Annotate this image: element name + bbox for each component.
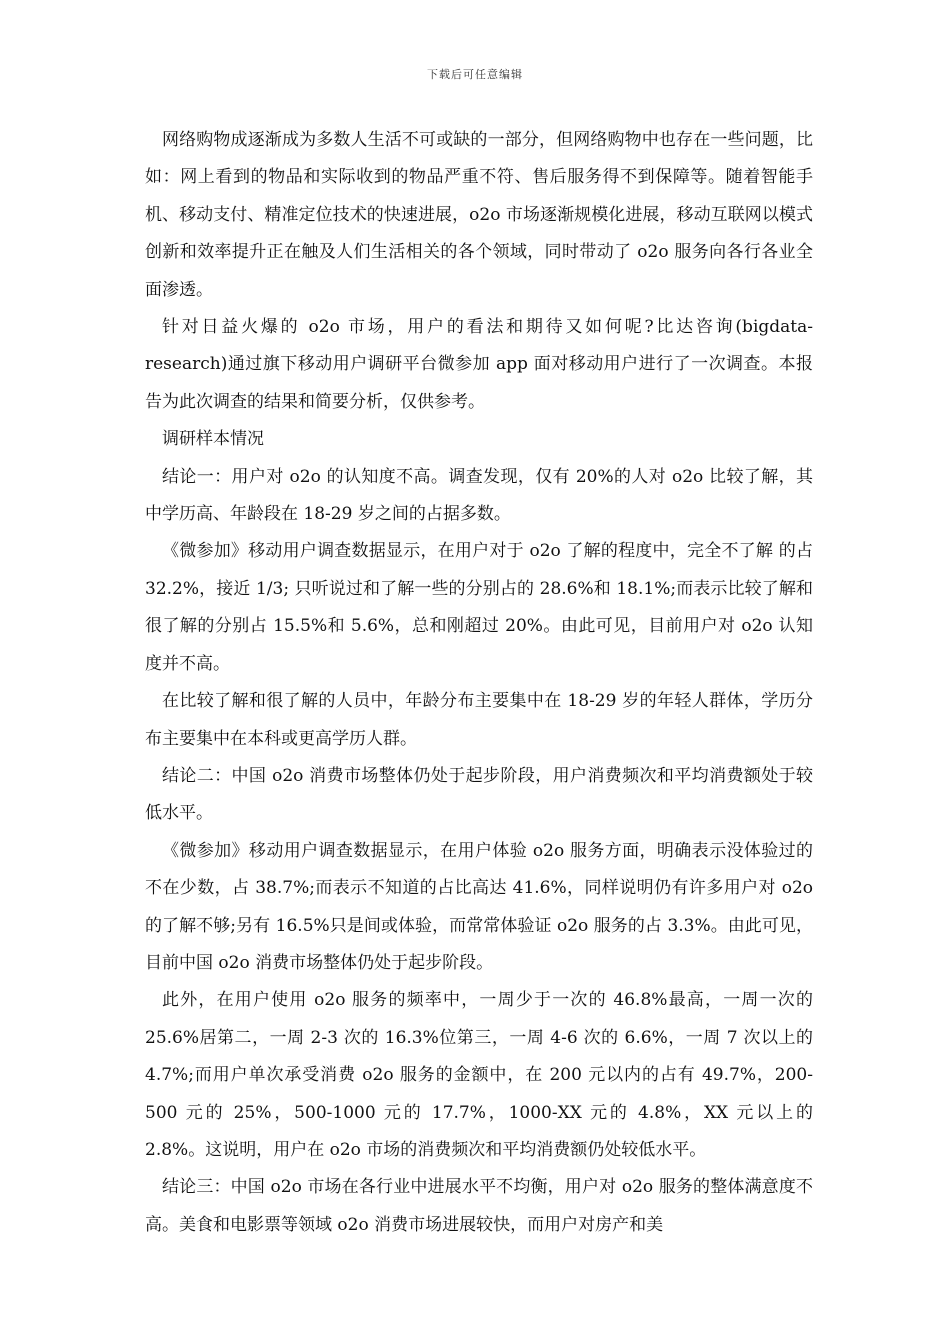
paragraph-demographics: 在比较了解和很了解的人员中，年龄分布主要集中在 18-29 岁的年轻人群体，学历分布主要集中在本科或更高学历人群。: [145, 691, 813, 749]
paragraph-experience-data: 《微参加》移动用户调查数据显示，在用户体验 o2o 服务方面，明确表示没体验过的不在少数，占 38.7%;而表示不知道的占比高达 41.6%，同样说明仍有许多用户对 o2o 的了解不够;另有 16.5%只是间或体验，而常常体验证 o2o 服务的占 3.3%。由此可见，目前中国 o2o 消费市场整体仍处于起步阶段。: [145, 840, 813, 973]
paragraph-frequency-data: 此外，在用户使用 o2o 服务的频率中，一周少于一次的 46.8%最高，一周一次的 25.6%居第二，一周 2-3 次的 16.3%位第三，一周 4-6 次的 6.6%，一周 7 次以上的 4.7%;而用户单次承受消费 o2o 服务的金额中，在 200 元以内的占有 49.7%，200-500 元的 25%，500-1000 元的 17.7%，1000-XX 元的 4.8%，XX 元以上的 2.8%。这说明，用户在 o2o 市场的消费频次和平均消费额仍处较低水平。: [145, 990, 813, 1160]
paragraph-conclusion-one: 结论一：用户对 o2o 的认知度不高。调查发现，仅有 20%的人对 o2o 比较了解，其中学历高、年龄段在 18-29 岁之间的占据多数。: [145, 466, 813, 525]
paragraph-conclusion-three: 结论三：中国 o2o 市场在各行业中进展水平不均衡，用户对 o2o 服务的整体满意度不高。美食和电影票等领域 o2o 消费市场进展较快，而用户对房产和美: [145, 1177, 813, 1235]
section-heading-sample: 调研样本情况: [162, 429, 264, 450]
paragraph-intro: 网络购物成逐渐成为多数人生活不可或缺的一部分，但网络购物中也存在一些问题，比如：网上看到的物品和实际收到的物品严重不符、售后服务得不到保障等。随着智能手机、移动支付、精准定位技术的快速进展，o2o 市场逐渐规模化进展，移动互联网以模式创新和效率提升正在触及人们生活相关的各个领域，同时带动了 o2o 服务向各行各业全面渗透。: [145, 130, 813, 300]
document-body: [145, 122, 813, 1244]
page-header: 下载后可任意编辑: [427, 68, 523, 81]
paragraph-conclusion-two: 结论二：中国 o2o 消费市场整体仍处于起步阶段，用户消费频次和平均消费额处于较低水平。: [145, 765, 813, 824]
paragraph-awareness-data: 《微参加》移动用户调查数据显示，在用户对于 o2o 了解的程度中，完全不了解 的占 32.2%，接近 1/3; 只听说过和了解一些的分别占的 28.6%和 18.1%;而表示比较了解和很了解的分别占 15.5%和 5.6%，总和刚超过 20%。由此可见，目前用户对 o2o 认知度并不高。: [145, 541, 813, 674]
paragraph-survey-intro: 针对日益火爆的 o2o 市场，用户的看法和期待又如何呢?比达咨询(bigdata-research)通过旗下移动用户调研平台微参加 app 面对移动用户进行了一次调查。本报告为此次调查的结果和简要分析，仅供参考。: [145, 317, 813, 412]
